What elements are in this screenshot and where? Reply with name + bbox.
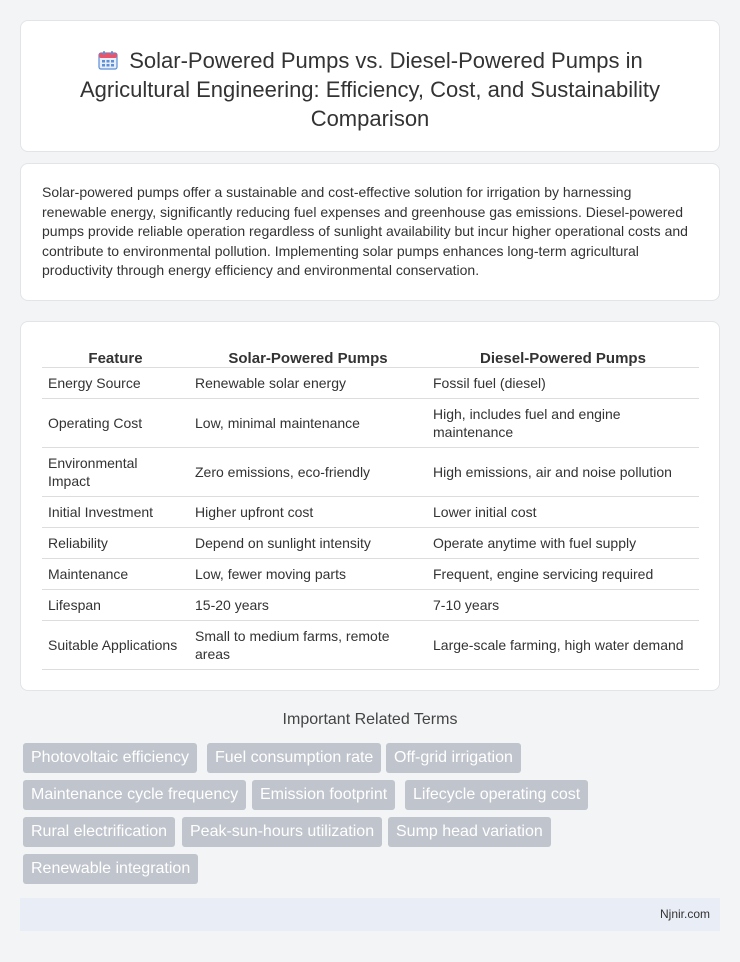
header-feature: Feature: [42, 343, 189, 367]
feature-cell: Suitable Applications: [42, 620, 189, 669]
page-title-text: Solar-Powered Pumps vs. Diesel-Powered Pumps in Agricultural Engineering: Efficiency, Cost, and Sustainability Comparison: [79, 48, 661, 131]
tag-peak-sun-hours-utilization[interactable]: Peak-sun-hours utilization: [182, 817, 382, 847]
header-solar: Solar-Powered Pumps: [189, 343, 427, 367]
feature-cell: Operating Cost: [42, 398, 189, 447]
tag-maintenance-cycle-frequency[interactable]: Maintenance cycle frequency: [23, 780, 246, 810]
calendar-icon: [97, 49, 119, 71]
table-row: [42, 367, 699, 398]
tag-sump-head-variation[interactable]: Sump head variation: [388, 817, 551, 847]
header-diesel: Diesel-Powered Pumps: [427, 343, 699, 367]
tag-rural-electrification[interactable]: Rural electrification: [23, 817, 175, 847]
diesel-cell: High emissions, air and noise pollution: [427, 447, 699, 496]
solar-cell: Higher upfront cost: [189, 496, 427, 527]
feature-cell: Environmental Impact: [42, 447, 189, 496]
diesel-cell: Operate anytime with fuel supply: [427, 527, 699, 558]
solar-cell: Depend on sunlight intensity: [189, 527, 427, 558]
diesel-cell: Frequent, engine servicing required: [427, 558, 699, 589]
diesel-cell: Lower initial cost: [427, 496, 699, 527]
tag-photovoltaic-efficiency[interactable]: Photovoltaic efficiency: [23, 743, 197, 773]
solar-cell: 15-20 years: [189, 589, 427, 620]
solar-cell: Zero emissions, eco-friendly: [189, 447, 427, 496]
diesel-cell: High, includes fuel and engine maintenance: [427, 398, 699, 447]
intro-card: [20, 163, 720, 301]
feature-cell: Maintenance: [42, 558, 189, 589]
table-row: [42, 496, 699, 527]
comparison-card: [20, 321, 720, 691]
solar-cell: Low, fewer moving parts: [189, 558, 427, 589]
table-row: [42, 398, 699, 447]
tag-emission-footprint[interactable]: Emission footprint: [252, 780, 395, 810]
feature-cell: Initial Investment: [42, 496, 189, 527]
footer-site-link[interactable]: Njnir.com: [659, 907, 710, 921]
tag-renewable-integration[interactable]: Renewable integration: [23, 854, 198, 884]
title-card: [20, 20, 720, 152]
diesel-cell: Large-scale farming, high water demand: [427, 620, 699, 669]
feature-cell: Reliability: [42, 527, 189, 558]
table-header-row: [42, 343, 699, 367]
table-row: [42, 589, 699, 620]
feature-cell: Energy Source: [42, 367, 189, 398]
diesel-cell: Fossil fuel (diesel): [427, 367, 699, 398]
related-terms-heading: Important Related Terms: [282, 711, 458, 728]
table-row: [42, 558, 699, 589]
diesel-cell: 7-10 years: [427, 589, 699, 620]
solar-cell: Small to medium farms, remote areas: [189, 620, 427, 669]
tag-fuel-consumption-rate[interactable]: Fuel consumption rate: [207, 743, 381, 773]
table-row: [42, 447, 699, 496]
tag-off-grid-irrigation[interactable]: Off-grid irrigation: [386, 743, 521, 773]
intro-paragraph: Solar-powered pumps offer a sustainable and cost-effective solution for irrigation by harnessing renewable energy, significantly reducing fuel expenses and greenhouse gas emissions. Diesel-powered pumps provide reliable operation regardless of sunlight availability but incur higher operational costs and contribute to environmental pollution. Implementing solar pumps enhances long-term agricultural productivity through energy efficiency and environmental conservation.: [42, 184, 688, 279]
tag-lifecycle-operating-cost[interactable]: Lifecycle operating cost: [405, 780, 588, 810]
solar-cell: Low, minimal maintenance: [189, 398, 427, 447]
table-row: [42, 527, 699, 558]
comparison-table: [42, 343, 699, 670]
table-row: [42, 620, 699, 669]
solar-cell: Renewable solar energy: [189, 367, 427, 398]
feature-cell: Lifespan: [42, 589, 189, 620]
footer-bar: [20, 898, 720, 931]
page-title: [51, 46, 689, 133]
